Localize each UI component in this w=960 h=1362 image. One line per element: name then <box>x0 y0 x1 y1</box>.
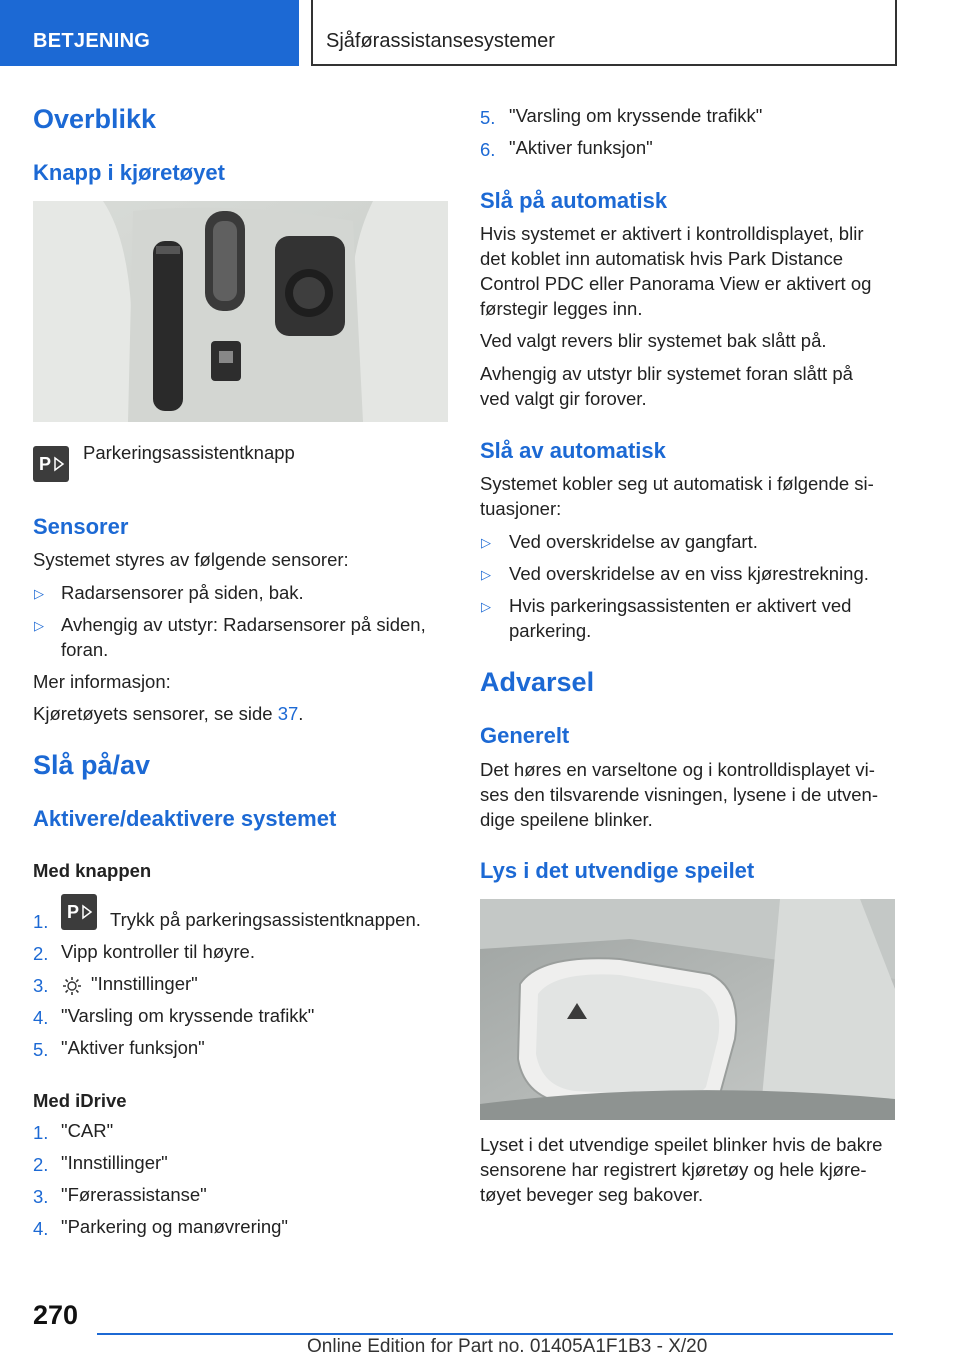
step-number: 5. <box>33 1039 49 1060</box>
para-line: ses den tilsvarende visningen, lysene i de utven- <box>480 784 878 805</box>
gear-icon <box>61 975 83 1002</box>
para-line: Control PDC eller Panorama View er aktivert og <box>480 273 872 294</box>
footer-rule <box>97 1333 893 1335</box>
para-line: førstegir legges inn. <box>480 298 643 319</box>
para-line: Ved valgt revers blir systemet bak slått på. <box>480 330 827 351</box>
sensor-bullet-cont: foran. <box>61 639 109 660</box>
step-number: 4. <box>33 1007 49 1028</box>
svg-text:P: P <box>39 454 52 474</box>
subheading-med-idrive: Med iDrive <box>33 1090 127 1111</box>
sensor-bullet: Avhengig av utstyr: Radarsensorer på siden, <box>61 614 426 635</box>
step-text: "Parkering og manøvrering" <box>61 1216 289 1237</box>
svg-text:P: P <box>67 902 80 922</box>
heading-sla-av-automatisk: Slå av automatisk <box>480 438 666 463</box>
step-number: 3. <box>33 975 49 996</box>
para-line: Avhengig av utstyr blir systemet foran slått på <box>480 363 853 384</box>
heading-lys: Lys i det utvendige speilet <box>480 858 755 883</box>
bullet-triangle-icon: ▷ <box>481 599 491 614</box>
sensorer-intro: Systemet styres av følgende sensorer: <box>33 549 349 570</box>
step-number: 2. <box>33 943 49 964</box>
console-illustration <box>33 201 448 422</box>
chapter-tab <box>311 0 897 66</box>
bullet-text: Ved overskridelse av gangfart. <box>509 531 758 552</box>
step-text: "Aktiver funksjon" <box>61 1037 205 1058</box>
para-line: sensorene har registrert kjøretøy og hele kjøre- <box>480 1159 867 1180</box>
step-number: 2. <box>33 1154 49 1175</box>
bullet-triangle-icon: ▷ <box>481 535 491 550</box>
image-caption: Parkeringsassistentknapp <box>83 442 295 463</box>
subheading-med-knappen: Med knappen <box>33 860 152 881</box>
heading-knapp: Knapp i kjøretøyet <box>33 160 225 185</box>
page-number: 270 <box>33 1300 79 1330</box>
para-line: det koblet inn automatisk hvis Park Distance <box>480 248 843 269</box>
step-number: 4. <box>33 1218 49 1239</box>
bullet-text: Hvis parkeringsassistenten er aktivert ved <box>509 595 852 616</box>
heading-sla-pa-av: Slå på/av <box>33 750 151 780</box>
heading-sla-pa-automatisk: Slå på automatisk <box>480 188 668 213</box>
para-line: Lyset i det utvendige speilet blinker hvis de bakre <box>480 1134 883 1155</box>
para-line: tøyet beveger seg bakover. <box>480 1184 704 1205</box>
console-image <box>33 201 448 422</box>
heading-overblikk: Overblikk <box>33 104 157 134</box>
heading-generelt: Generelt <box>480 723 570 748</box>
ref-text: Kjøretøyets sensorer, se side <box>33 703 278 724</box>
mirror-illustration <box>480 899 895 1120</box>
heading-aktivere: Aktivere/deaktivere systemet <box>33 806 337 831</box>
para-line: Systemet kobler seg ut automatisk i følgende si- <box>480 473 874 494</box>
step-text: Trykk på parkeringsassistentknappen. <box>110 909 421 930</box>
more-info: Mer informasjon: <box>33 671 171 692</box>
para-line: ved valgt gir forover. <box>480 388 647 409</box>
section-title: BETJENING <box>33 30 151 52</box>
step-text: "Varsling om kryssende trafikk" <box>61 1005 315 1026</box>
para-line: dige speilene blinker. <box>480 809 653 830</box>
ref-end: . <box>298 703 304 724</box>
para-line: Hvis systemet er aktivert i kontrolldisplayet, blir <box>480 223 864 244</box>
step-number: 1. <box>33 1122 49 1143</box>
parking-assistant-button-icon <box>33 446 69 482</box>
step-text: "Aktiver funksjon" <box>509 137 653 158</box>
para-line: Det høres en varseltone og i kontrolldisplayet vi- <box>480 759 875 780</box>
step-number: 1. <box>33 911 49 932</box>
step-text: "CAR" <box>61 1120 114 1141</box>
chapter-title: Sjåførassistansesystemer <box>326 30 555 52</box>
step-text: "Førerassistanse" <box>61 1184 207 1205</box>
step-text: Vipp kontroller til høyre. <box>61 941 255 962</box>
step-text: "Innstillinger" <box>91 973 198 994</box>
mirror-image <box>480 899 895 1120</box>
bullet-text: Ved overskridelse av en viss kjørestrekning. <box>509 563 869 584</box>
online-edition: Online Edition for Part no. 01405A1F1B3 - X/20 <box>307 1336 708 1357</box>
sensor-bullet: Radarsensorer på siden, bak. <box>61 582 304 603</box>
sensor-reference <box>33 701 303 726</box>
bullet-triangle-icon: ▷ <box>481 567 491 582</box>
step-text: "Innstillinger" <box>61 1152 168 1173</box>
page-link[interactable]: 37 <box>277 703 299 724</box>
step-number: 5. <box>480 107 496 128</box>
step-number: 6. <box>480 139 496 160</box>
para-line: tuasjoner: <box>480 498 562 519</box>
parking-assistant-button-icon <box>61 894 97 930</box>
heading-sensorer: Sensorer <box>33 514 129 539</box>
step-text: "Varsling om kryssende trafikk" <box>509 105 763 126</box>
section-tab <box>0 0 299 66</box>
step-number: 3. <box>33 1186 49 1207</box>
heading-advarsel: Advarsel <box>480 667 595 697</box>
bullet-triangle-icon: ▷ <box>34 586 44 601</box>
bullet-triangle-icon: ▷ <box>34 618 44 633</box>
bullet-text-cont: parkering. <box>509 620 592 641</box>
